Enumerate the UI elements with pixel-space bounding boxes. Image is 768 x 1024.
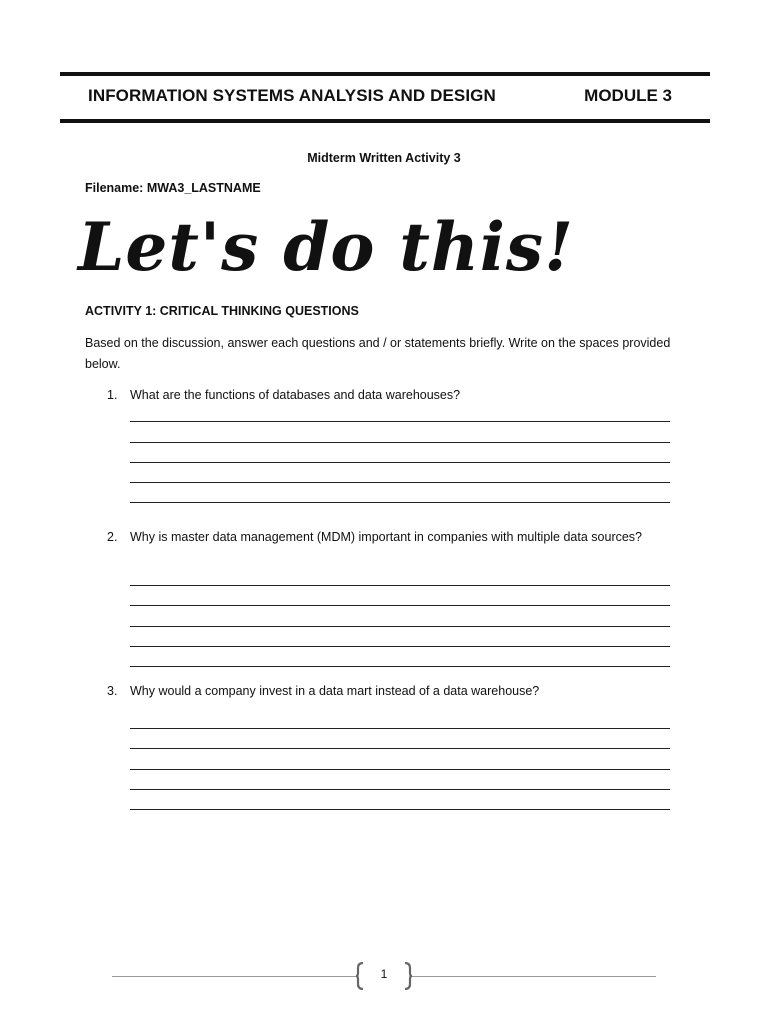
header-top-rule (60, 72, 710, 76)
page-number-bracket (354, 962, 414, 990)
answer-line[interactable] (130, 626, 670, 627)
answer-line[interactable] (130, 809, 670, 810)
question-number: 3. (107, 684, 118, 698)
answer-line[interactable] (130, 482, 670, 483)
answer-line[interactable] (130, 748, 670, 749)
module-label: MODULE 3 (584, 86, 672, 105)
answer-line[interactable] (130, 769, 670, 770)
footer-rule-right (412, 976, 656, 977)
activity-subtitle: Midterm Written Activity 3 (307, 151, 461, 165)
question-number: 2. (107, 530, 118, 544)
answer-line[interactable] (130, 728, 670, 729)
question-number: 1. (107, 388, 118, 402)
answer-line[interactable] (130, 421, 670, 422)
answer-line[interactable] (130, 666, 670, 667)
course-title: INFORMATION SYSTEMS ANALYSIS AND DESIGN (88, 86, 496, 105)
question-text: Why would a company invest in a data mart instead of a data warehouse? (130, 684, 540, 698)
answer-line[interactable] (130, 442, 670, 443)
page-number: 1 (380, 967, 388, 981)
answer-line[interactable] (130, 462, 670, 463)
answer-line[interactable] (130, 605, 670, 606)
header-bottom-rule (60, 119, 710, 123)
question-3 (107, 681, 683, 702)
activity-title: ACTIVITY 1: CRITICAL THINKING QUESTIONS (85, 304, 359, 318)
question-text: Why is master data management (MDM) important in companies with multiple data sources? (130, 530, 643, 544)
question-1 (107, 385, 683, 406)
answer-line[interactable] (130, 789, 670, 790)
instructions-text: Based on the discussion, answer each questions and / or statements briefly. Write on the spaces provided below. (85, 336, 671, 371)
answer-line[interactable] (130, 502, 670, 503)
script-heading: Let's do this! (78, 208, 575, 286)
filename-label: Filename: MWA3_LASTNAME (85, 181, 261, 195)
answer-line[interactable] (130, 646, 670, 647)
answer-line[interactable] (130, 585, 670, 586)
question-text: What are the functions of databases and data warehouses? (130, 388, 461, 402)
question-2 (107, 527, 683, 548)
footer-rule-left (112, 976, 356, 977)
